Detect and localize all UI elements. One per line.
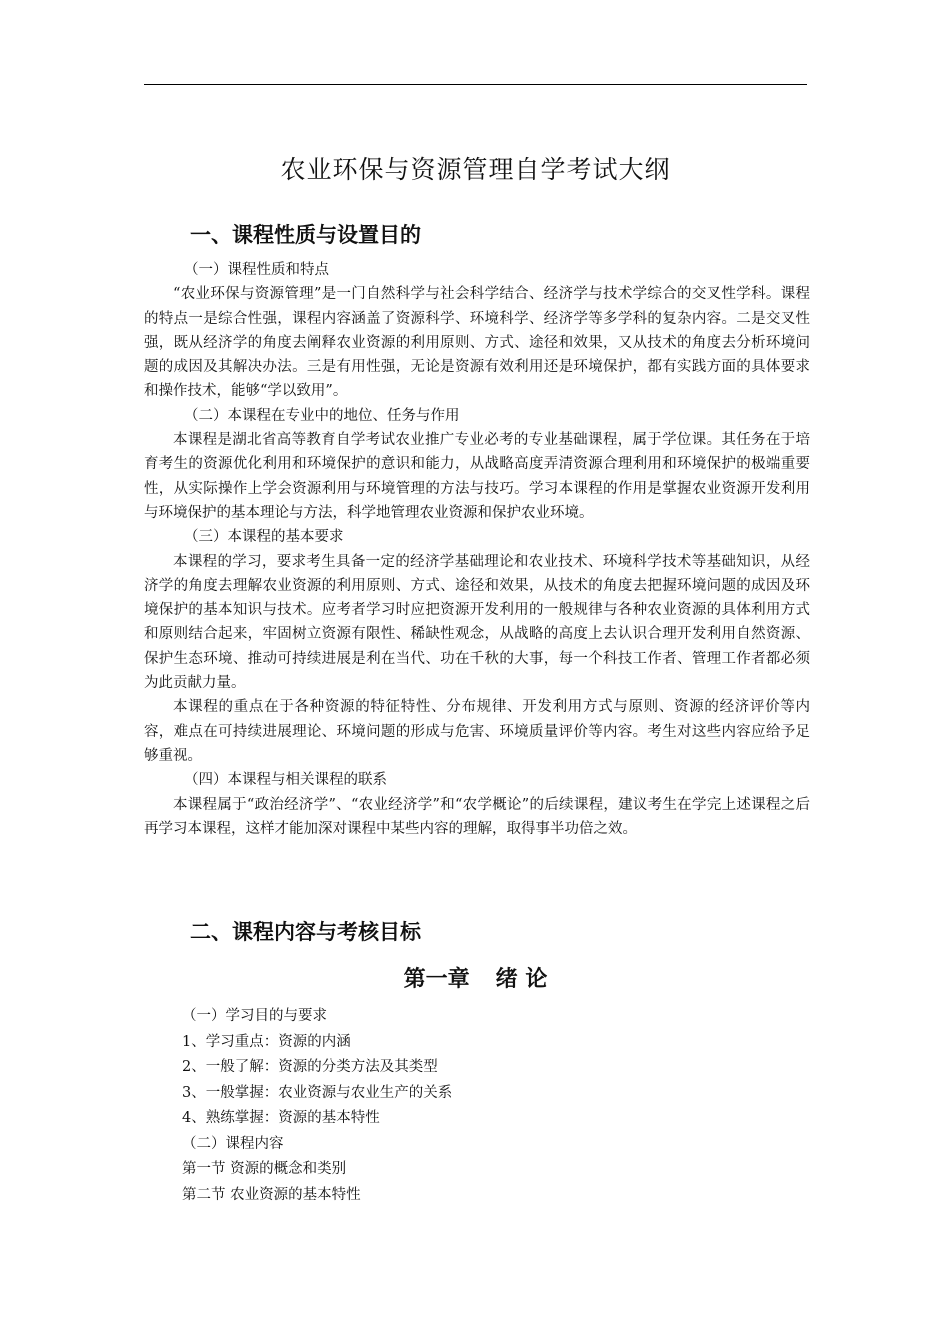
outline-item: 1、学习重点：资源的内涵	[182, 1033, 351, 1050]
header-rule	[144, 84, 807, 85]
paragraph-role: 本课程是湖北省高等教育自学考试农业推广专业必考的专业基础课程，属于学位课。其任务在于培育考生的资源优化利用和环境保护的意识和能力，从战略高度弄清资源合理利用和环境保护的极端重要性，从实际操作上学会资源利用与环境管理的方法与技巧。学习本课程的作用是掌握农业资源开发利用与环境保护的基本理论与方法，科学地管理农业资源和保护农业环境。	[144, 432, 810, 521]
chapter-title	[144, 962, 807, 993]
outline-item: 第一节 资源的概念和类别	[182, 1161, 347, 1177]
subheading-related-courses: （四）本课程与相关课程的联系	[184, 772, 387, 789]
paragraph-key-points: 本课程的重点在于各种资源的特征特性、分布规律、开发利用方式与原则、资源的经济评价等内容，难点在可持续进展理论、环境问题的形成与危害、环境质量评价等内容。考生对这些内容应给予足够重视。	[144, 699, 810, 764]
outline-item: 3、一般掌握：农业资源与农业生产的关系	[182, 1084, 453, 1101]
paragraph-related-courses: 本课程属于“政治经济学”、“农业经济学”和“农学概论”的后续课程，建议考生在学完上述课程之后再学习本课程，这样才能加深对课程中某些内容的理解，取得事半功倍之效。	[144, 796, 810, 837]
paragraph-nature: “农业环保与资源管理”是一门自然科学与社会科学结合、经济学与技术学综合的交叉性学科。课程的特点一是综合性强，课程内容涵盖了资源科学、环境科学、经济学等多学科的复杂内容。二是交叉性强，既从经济学的角度去阐释农业资源的利用原则、方式、途径和效果，又从技术的角度去分析环境问题的成因及其解决办法。三是有用性强，无论是资源有效利用还是环境保护，都有实践方面的具体要求和操作技术，能够“学以致用”。	[144, 286, 810, 400]
section-1-body	[144, 258, 810, 841]
paragraph-requirements: 本课程的学习，要求考生具备一定的经济学基础理论和农业技术、环境科学技术等基础知识，从经济学的角度去理解农业资源的利用原则、方式、途径和效果，从技术的角度去把握环境问题的成因及环境保护的基本知识与技术。应考者学习时应把资源开发利用的一般规律与各种农业资源的具体利用方式和原则结合起来，牢固树立资源有限性、稀缺性观念，从战略的高度上去认识合理开发利用自然资源、保护生态环境、推动可持续进展是利在当代、功在千秋的大事，每一个科技工作者、管理工作者都必须为此贡献力量。	[144, 553, 810, 692]
outline-item: 第二节 农业资源的基本特性	[182, 1186, 361, 1203]
subheading-role: （二）本课程在专业中的地位、任务与作用	[184, 407, 460, 424]
section-heading-2: 二、课程内容与考核目标	[190, 920, 421, 944]
chapter-label: 第一章	[403, 966, 470, 992]
outline-item: 2、一般了解：资源的分类方法及其类型	[182, 1059, 438, 1075]
section-heading-1: 一、课程性质与设置目的	[190, 223, 421, 247]
chapter-name: 绪 论	[495, 966, 548, 992]
document-title: 农业环保与资源管理自学考试大纲	[280, 155, 671, 184]
subheading-nature: （一）课程性质和特点	[184, 262, 329, 278]
chapter-outline	[182, 1004, 452, 1208]
subheading-requirements: （三）本课程的基本要求	[184, 529, 344, 546]
outline-item: （二）课程内容	[182, 1135, 284, 1152]
outline-item: 4、熟练掌握：资源的基本特性	[182, 1110, 380, 1126]
outline-item: （一）学习目的与要求	[182, 1008, 327, 1024]
